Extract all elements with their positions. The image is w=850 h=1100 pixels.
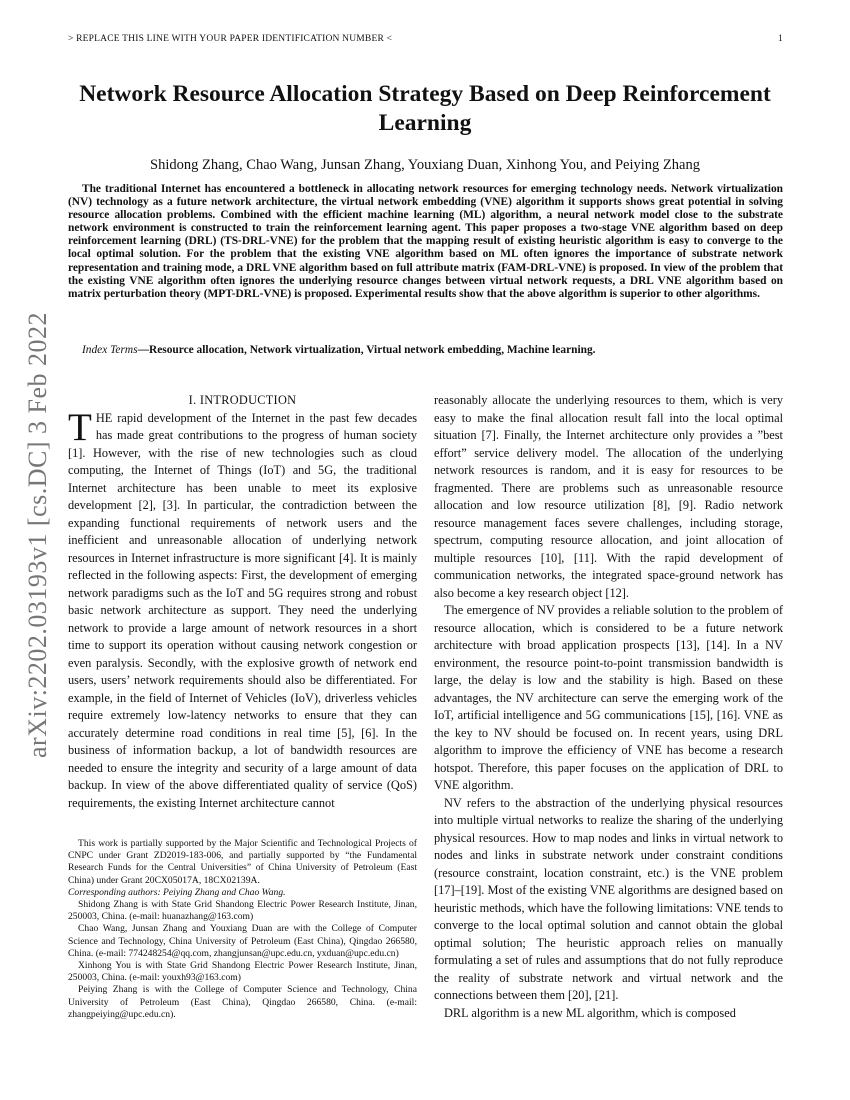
footnote-affiliation-1: Shidong Zhang is with State Grid Shandong Electric Power Research Institute, Jinan, 250003, China. (e-mail: huanazhang@163.com) <box>68 899 417 923</box>
abstract: The traditional Internet has encountered a bottleneck in allocating network resources for emerging technology needs. Network virtualization (NV) technology as a future network architecture, the virtual network embedding (VNE) algorithm it supports shows great potential in solving resource allocation problems. Combined with the efficient machine learning (ML) algorithm, a neural network model close to the substrate network environment is constructed to train the reinforcement learning agent. This paper proposes a two-stage VNE algorithm based on deep reinforcement learning (DRL) (TS-DRL-VNE) for the problem that the mapping result of existing heuristic algorithm is easy to converge to the local optimal solution. For the problem that the existing VNE algorithm based on ML often ignores the importance of substrate network representation and training mode, a DRL VNE algorithm based on full attribute matrix (FAM-DRL-VNE) is proposed. In view of the problem that the existing VNE algorithm often ignores the underlying resource changes between virtual network requests, a DRL VNE algorithm based on matrix perturbation theory (MPT-DRL-VNE) is proposed. Experimental results show that the above algorithm is superior to other algorithms. <box>68 183 783 300</box>
footnote-corresponding: Corresponding authors: Peiying Zhang and Chao Wang. <box>68 886 286 898</box>
intro-paragraph-2: The emergence of NV provides a reliable solution to the problem of resource allocation, which is considered to be a future network architecture with broad application prospects [13], [14]. In a NV environment, the resource point-to-point transmission bandwidth is large, the delay is low and the stability is high. Based on these advantages, the NV architecture can serve the emerging work of the IoT, artificial intelligence and 5G communications [15], [16]. VNE as the key to NV should be focused on. In recent years, using DRL algorithm to improve the efficiency of VNE has become a research hotspot. Therefore, this paper focuses on the application of DRL to VNE algorithm. <box>434 603 783 792</box>
footnotes <box>68 838 417 1021</box>
intro-paragraph-1-continued: reasonably allocate the underlying resources to them, which is very easy to make the final allocation result fall into the local optimal situation [7]. Finally, the Internet architecture only provides a ”best effort” service delivery model. The allocation of the underlying network resources is random, and it is easy for resources to be fragmented. There are problems such as unreasonable resource allocation and low resource utilization [8], [9]. Radio network resource management faces severe challenges, including storage, spectrum, computing resource allocation, and joint allocation of multiple resources [10], [11]. With the rapid development of communication networks, the integrated space-ground network has also become a key research object [12]. <box>434 393 783 600</box>
footnote-affiliation-2: Chao Wang, Junsan Zhang and Youxiang Duan are with the College of Computer Science and Technology, China University of Petroleum (East China), Qingdao 266580, China. (e-mail: 774248254@qq.com, zhangjunsan@upc.edu.cn, yxduan@upc.edu.cn) <box>68 923 417 959</box>
arxiv-sidebar <box>14 311 62 759</box>
paper-title: Network Resource Allocation Strategy Based on Deep Reinforcement Learning <box>79 81 771 136</box>
arxiv-identifier: arXiv:2202.03193v1 [cs.DC] 3 Feb 2022 <box>23 311 52 759</box>
index-terms-text: —Resource allocation, Network virtualization, Virtual network embedding, Machine learning. <box>137 344 596 356</box>
footnote-funding-text: This work is partially supported by the Major Scientific and Technological Projects of CNPC under Grant ZD2019-183-006, and partially supported by “the Fundamental Research Funds for the Central Universities” of China University of Petroleum (East China) under Grant 20CX05017A, 18CX02139A. <box>68 838 417 886</box>
section-heading-introduction: I. INTRODUCTION <box>188 393 297 407</box>
running-header <box>68 34 783 44</box>
left-column <box>68 392 417 812</box>
author-list: Shidong Zhang, Chao Wang, Junsan Zhang, Youxiang Duan, Xinhong You, and Peiying Zhang <box>150 157 700 173</box>
footnote-affiliation-3: Xinhong You is with State Grid Shandong Electric Power Research Institute, Jinan, 250003, China. (e-mail: youxh93@163.com) <box>68 960 417 984</box>
intro-paragraph-1-text: HE rapid development of the Internet in the past few decades has made great contributions to the progress of human society [1]. However, with the rise of new technologies such as cloud computing, the Internet of Things (IoT) and 5G, the traditional Internet architecture has been unable to meet its explosive development [2], [3]. In particular, the contradiction between the expanding functional requirements of network users and the inefficient and unreasonable allocation of underlying network resources in Internet infrastructure is more significant [4]. It is mainly reflected in the following aspects: First, the development of emerging network paradigms such as the IoT and 5G requires strong and robust basic network architecture as support. They need the underlying network to provide a large amount of network resources in a short time to support its operation without causing network congestion or even paralysis. Secondly, with the explosive growth of network end users, users’ network requirements should also be differentiated. For example, in the field of Internet of Vehicles (IoV), driverless vehicles require extremely low-latency networks to ensure that they can accurately determine road conditions in real time [5], [6]. In the business of information backup, a lot of bandwidth resources are needed to ensure the integrity and security of a large amount of data backup. In view of the above differentiated quality of service (QoS) requirements, the existing Internet architecture cannot <box>68 410 417 810</box>
intro-paragraph-1 <box>68 405 417 813</box>
drop-cap: T <box>68 405 92 449</box>
footnote-funding <box>68 838 417 899</box>
right-column <box>434 392 783 1022</box>
intro-paragraph-3: NV refers to the abstraction of the underlying physical resources into multiple virtual networks to realize the sharing of the underlying physical resources. How to map nodes and links in virtual network to nodes and links in substrate network under constraint conditions (resource constraint, location constraint, etc.) is the VNE problem [17]–[19]. Most of the existing VNE algorithms are designed based on heuristic methods, which have the following limitations: VNE tends to converge to the local optimal solution and cannot obtain the global optimal solution; The heuristic approach relies on manually formulating a set of rules and assumptions that do not fully reproduce the reality of substrate network and virtual network and the connections between them [20], [21]. <box>434 795 783 1002</box>
index-terms <box>68 344 783 356</box>
page-number: 1 <box>778 34 783 44</box>
index-terms-label: Index Terms <box>82 344 138 356</box>
intro-paragraph-4: DRL algorithm is a new ML algorithm, which is composed <box>444 1005 736 1020</box>
footnote-affiliation-4: Peiying Zhang is with the College of Computer Science and Technology, China University of Petroleum (East China), Qingdao 266580, China. (e-mail: zhangpeiying@upc.edu.cn). <box>68 984 417 1020</box>
running-head-text: > REPLACE THIS LINE WITH YOUR PAPER IDENTIFICATION NUMBER < <box>68 34 393 44</box>
